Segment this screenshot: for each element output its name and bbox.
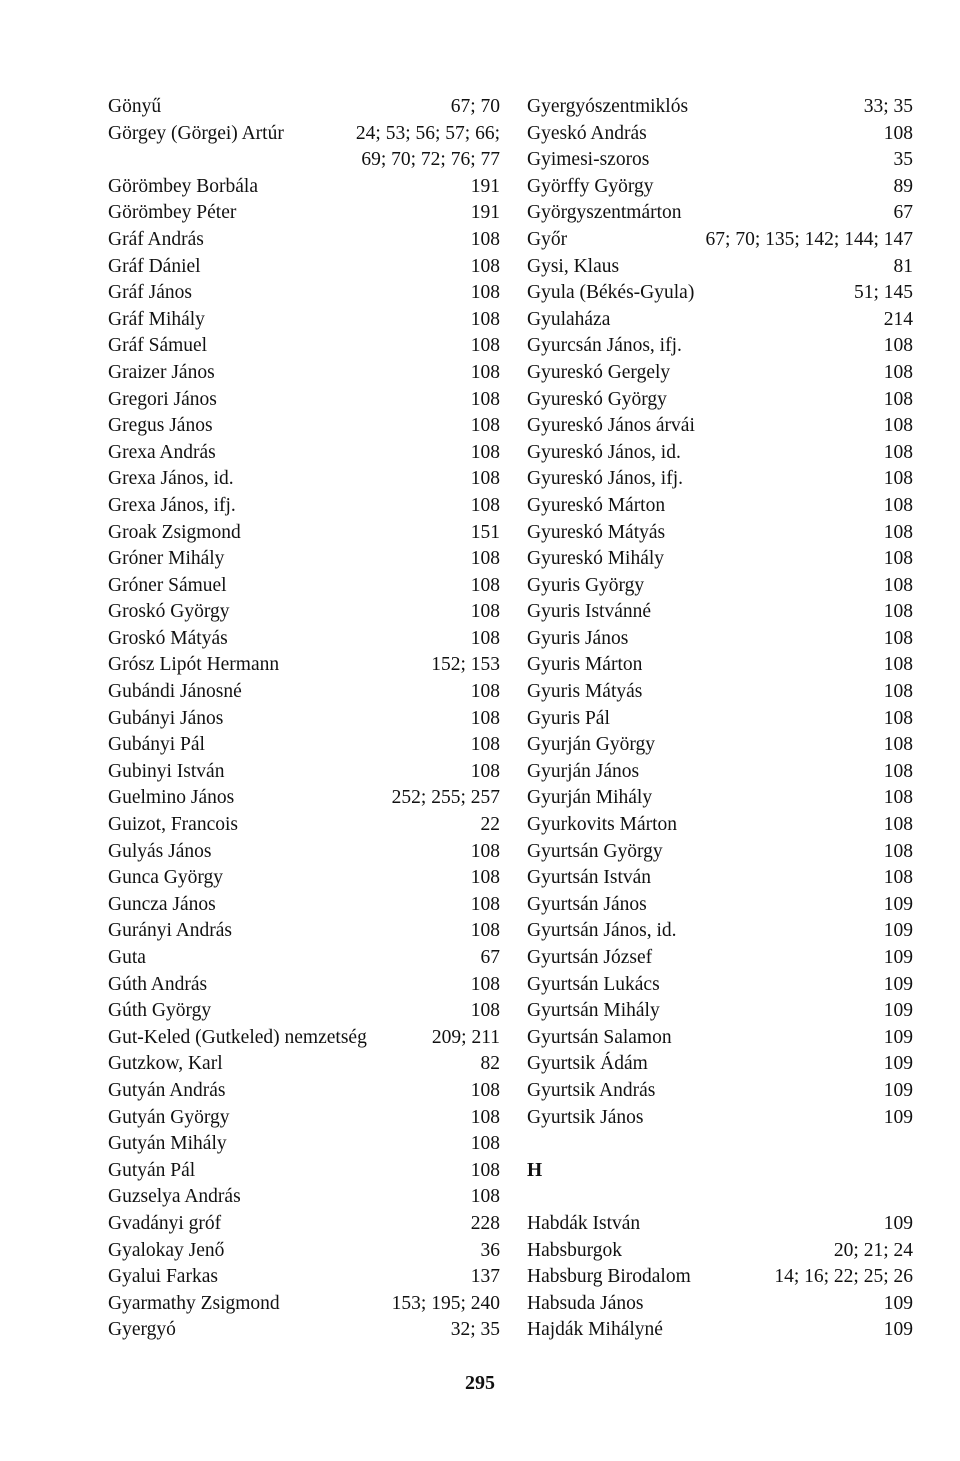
entry-pages: 108	[470, 335, 500, 357]
entry-name: Gregori János	[108, 388, 217, 410]
entry-name: Gyalui Farkas	[108, 1266, 218, 1288]
entry-name: Guncza János	[108, 893, 216, 915]
index-entry-continuation	[108, 147, 500, 174]
index-entry	[108, 466, 500, 493]
index-entry	[527, 174, 913, 201]
entry-pages: 108	[883, 867, 913, 889]
index-entry	[108, 945, 500, 972]
index-entry	[527, 254, 913, 281]
entry-name: Guzselya András	[108, 1186, 241, 1208]
entry-name: Gróner Sámuel	[108, 574, 227, 596]
entry-name: Groak Zsigmond	[108, 521, 241, 543]
entry-name: Gyurcsán János, ifj.	[527, 335, 682, 357]
entry-name: Gyurtsán Salamon	[527, 1026, 672, 1048]
index-entry	[527, 1317, 913, 1344]
entry-name: Gyarmathy Zsigmond	[108, 1292, 280, 1314]
entry-pages: 22	[480, 814, 500, 836]
entry-pages: 108	[883, 601, 913, 623]
index-entry	[108, 732, 500, 759]
index-entry	[108, 1211, 500, 1238]
entry-name: Gyulaháza	[527, 308, 611, 330]
index-entry	[108, 121, 500, 148]
index-entry	[527, 360, 913, 387]
index-entry	[108, 1078, 500, 1105]
index-entry	[108, 918, 500, 945]
entry-pages: 108	[883, 122, 913, 144]
index-entry	[527, 94, 913, 121]
entry-name: Gyuris Márton	[527, 654, 643, 676]
entry-pages: 108	[883, 521, 913, 543]
index-entry	[108, 1264, 500, 1291]
entry-pages: 108	[470, 601, 500, 623]
entry-pages: 67; 70; 135; 142; 144; 147	[705, 228, 913, 250]
entry-name: Gyurtsik János	[527, 1106, 644, 1128]
entry-name: Gyureskó János, ifj.	[527, 468, 683, 490]
entry-name: Guelmino János	[108, 787, 235, 809]
index-entry	[527, 785, 913, 812]
entry-name: Guizot, Francois	[108, 814, 238, 836]
entry-pages: 67	[480, 947, 500, 968]
entry-name: Groskó Mátyás	[108, 627, 228, 649]
entry-pages: 82	[480, 1053, 500, 1075]
entry-pages: 14; 16; 22; 25; 26	[774, 1266, 913, 1288]
entry-pages: 24; 53; 56; 57; 66;	[355, 122, 500, 144]
index-entry	[108, 865, 500, 892]
entry-name: Graizer János	[108, 361, 215, 383]
entry-name: Gráf András	[108, 228, 204, 250]
index-entry	[527, 706, 913, 733]
index-entry	[527, 546, 913, 573]
index-entry	[108, 280, 500, 307]
entry-pages: 109	[883, 1026, 913, 1048]
entry-pages: 67; 70	[450, 96, 500, 117]
section-h-entries	[527, 1211, 913, 1344]
entry-pages: 108	[470, 548, 500, 570]
entry-name: Habsuda János	[527, 1292, 644, 1314]
entry-name: Gyurtsán István	[527, 867, 652, 889]
entry-name: Gyurtsán Lukács	[527, 973, 660, 995]
index-entry	[108, 1317, 500, 1344]
entry-pages: 108	[470, 415, 500, 437]
entry-pages: 108	[470, 681, 500, 703]
index-entry	[527, 466, 913, 493]
index-entry	[108, 1158, 500, 1185]
entry-name: Gubányi Pál	[108, 734, 205, 756]
entry-name: Gönyű	[108, 96, 162, 117]
index-entry	[108, 227, 500, 254]
entry-pages: 108	[470, 282, 500, 304]
entry-name: Hajdák Mihályné	[527, 1319, 663, 1341]
entry-pages: 191	[470, 202, 500, 224]
entry-pages: 108	[470, 734, 500, 756]
index-entry	[108, 626, 500, 653]
entry-pages: 108	[470, 1159, 500, 1181]
entry-pages: 108	[470, 441, 500, 463]
index-entry	[527, 200, 913, 227]
entry-pages: 108	[470, 255, 500, 277]
entry-pages: 109	[883, 973, 913, 995]
index-entry	[108, 1131, 500, 1158]
entry-pages: 108	[470, 867, 500, 889]
index-entry	[527, 759, 913, 786]
entry-pages: 109	[883, 947, 913, 968]
entry-pages: 191	[470, 175, 500, 197]
entry-name: Guta	[108, 947, 146, 968]
index-entry	[108, 307, 500, 334]
index-entry	[527, 280, 913, 307]
entry-pages: 108	[883, 335, 913, 357]
entry-pages: 209; 211	[431, 1026, 500, 1048]
index-entry	[108, 440, 500, 467]
entry-pages: 109	[883, 1079, 913, 1101]
index-entry	[527, 1051, 913, 1078]
entry-name: Gyuris János	[527, 627, 629, 649]
index-right-column	[527, 94, 913, 1344]
entry-pages: 108	[470, 627, 500, 649]
index-entry	[108, 785, 500, 812]
entry-name: Gráf János	[108, 282, 192, 304]
entry-pages: 152; 153	[431, 654, 500, 676]
entry-name: Gyurkovits Márton	[527, 814, 678, 836]
index-entry	[527, 520, 913, 547]
entry-pages: 108	[883, 494, 913, 516]
page-number: 295	[465, 1372, 495, 1394]
index-entry	[527, 998, 913, 1025]
index-entry	[527, 307, 913, 334]
index-entry	[527, 1078, 913, 1105]
entry-pages: 108	[883, 627, 913, 649]
index-entry	[108, 573, 500, 600]
index-entry	[108, 493, 500, 520]
index-entry	[108, 1291, 500, 1318]
index-entry	[108, 94, 500, 121]
entry-name: Gyurtsán György	[527, 840, 663, 862]
entry-name: Gúth András	[108, 973, 208, 995]
entry-pages: 108	[470, 574, 500, 596]
entry-name: Györffy György	[527, 175, 654, 197]
index-entry	[527, 626, 913, 653]
entry-name: Gráf Dániel	[108, 255, 201, 277]
entry-pages: 108	[470, 468, 500, 490]
entry-pages: 137	[470, 1266, 500, 1288]
entry-pages: 108	[883, 707, 913, 729]
entry-pages: 108	[470, 707, 500, 729]
entry-pages: 108	[470, 893, 500, 915]
index-entry	[527, 892, 913, 919]
entry-name: Gutyán György	[108, 1106, 230, 1128]
entry-pages: 108	[883, 787, 913, 809]
entry-name: Gyergyószentmiklós	[527, 96, 689, 117]
entry-pages: 35	[893, 149, 913, 171]
entry-name: Gyureskó Gergely	[527, 361, 671, 383]
entry-name: Gyurján Mihály	[527, 787, 653, 809]
entry-pages: 109	[883, 1053, 913, 1075]
index-entry	[108, 1105, 500, 1132]
index-entry	[527, 227, 913, 254]
entry-pages: 108	[883, 734, 913, 756]
entry-pages: 108	[470, 1133, 500, 1155]
index-entry	[108, 1051, 500, 1078]
index-entry	[108, 839, 500, 866]
index-entry	[108, 1025, 500, 1052]
entry-name: Gyuris Istvánné	[527, 601, 652, 623]
index-entry	[108, 333, 500, 360]
index-entry	[108, 652, 500, 679]
heading-gap	[527, 1184, 913, 1211]
entry-pages: 20; 21; 24	[833, 1239, 913, 1261]
entry-pages: 67	[893, 202, 913, 224]
entry-name: Habsburgok	[527, 1239, 622, 1261]
index-entry	[108, 1184, 500, 1211]
index-entry	[108, 413, 500, 440]
index-entry	[527, 812, 913, 839]
entry-name: Gubányi János	[108, 707, 224, 729]
index-entry	[527, 121, 913, 148]
entry-pages: 108	[470, 1079, 500, 1101]
entry-pages: 214	[883, 308, 913, 330]
index-entry	[108, 759, 500, 786]
index-entry	[527, 865, 913, 892]
entry-name: Görömbey Péter	[108, 202, 237, 224]
entry-name: Gyurján György	[527, 734, 655, 756]
index-entry	[108, 812, 500, 839]
entry-name: Gubinyi István	[108, 760, 225, 782]
index-entry	[108, 679, 500, 706]
entry-pages: 108	[883, 654, 913, 676]
entry-pages: 109	[883, 920, 913, 942]
entry-name: Gyimesi-szoros	[527, 149, 650, 171]
entry-pages: 228	[470, 1212, 500, 1234]
entry-pages: 151	[470, 521, 500, 543]
index-entry	[108, 892, 500, 919]
entry-name: Gurányi András	[108, 920, 233, 942]
index-entry	[108, 972, 500, 999]
index-entry	[527, 945, 913, 972]
index-entry	[527, 1025, 913, 1052]
entry-pages: 109	[883, 1106, 913, 1128]
entry-name: Gyureskó János, id.	[527, 441, 681, 463]
index-entry	[108, 546, 500, 573]
index-entry	[527, 573, 913, 600]
entry-pages: 108	[470, 228, 500, 250]
entry-pages: 108	[883, 840, 913, 862]
entry-pages: 108	[883, 441, 913, 463]
entry-pages: 108	[883, 681, 913, 703]
entry-pages: 252; 255; 257	[391, 787, 500, 809]
right-entries	[527, 94, 913, 1131]
entry-pages: 32; 35	[450, 1319, 500, 1341]
entry-name: Gutyán Mihály	[108, 1133, 227, 1155]
entry-name: Gut-Keled (Gutkeled) nemzetség	[108, 1026, 367, 1048]
entry-pages: 89	[893, 175, 913, 197]
index-entry	[527, 839, 913, 866]
index-entry	[108, 520, 500, 547]
index-left-column	[108, 94, 500, 1344]
entry-name: Gysi, Klaus	[527, 255, 620, 277]
entry-name: Gyula (Békés-Gyula)	[527, 282, 695, 304]
index-entry	[108, 998, 500, 1025]
entry-pages: 109	[883, 1319, 913, 1341]
index-entry	[527, 679, 913, 706]
index-entry	[108, 174, 500, 201]
entry-pages: 108	[883, 415, 913, 437]
entry-name: Gyurtsán János, id.	[527, 920, 677, 942]
entry-pages: 108	[470, 308, 500, 330]
entry-name: Gráf Sámuel	[108, 335, 208, 357]
entry-name: Gyureskó Mátyás	[527, 521, 666, 543]
entry-pages: 108	[470, 361, 500, 383]
index-entry	[108, 360, 500, 387]
entry-pages: 33; 35	[863, 96, 913, 117]
index-entry	[108, 254, 500, 281]
entry-pages: 81	[893, 255, 913, 277]
index-entry	[527, 333, 913, 360]
entry-name: Görömbey Borbála	[108, 175, 259, 197]
entry-pages: 109	[883, 1000, 913, 1022]
entry-name: Gvadányi gróf	[108, 1212, 222, 1234]
entry-name: Gyureskó Márton	[527, 494, 666, 516]
entry-name: Gráf Mihály	[108, 308, 205, 330]
entry-pages: 108	[883, 468, 913, 490]
index-entry	[527, 918, 913, 945]
entry-pages: 153; 195; 240	[391, 1292, 500, 1314]
entry-name: Gyuris Mátyás	[527, 681, 643, 703]
entry-pages: 108	[470, 973, 500, 995]
index-entry	[527, 147, 913, 174]
entry-name: Gyalokay Jenő	[108, 1239, 225, 1261]
entry-name: Habsburg Birodalom	[527, 1266, 691, 1288]
index-entry	[108, 387, 500, 414]
entry-pages: 69; 70; 72; 76; 77	[361, 149, 500, 171]
entry-name: Gunca György	[108, 867, 223, 889]
entry-pages: 109	[883, 893, 913, 915]
entry-name: Gutyán András	[108, 1079, 226, 1101]
entry-name: Gulyás János	[108, 840, 212, 862]
entry-pages: 108	[470, 494, 500, 516]
index-entry	[108, 599, 500, 626]
index-entry	[527, 1264, 913, 1291]
entry-pages: 108	[470, 1106, 500, 1128]
entry-name: Gyuris György	[527, 574, 645, 596]
entry-name: Groskó György	[108, 601, 230, 623]
index-entry	[108, 706, 500, 733]
index-entry	[527, 599, 913, 626]
entry-name: Gróner Mihály	[108, 548, 225, 570]
entry-name: Gregus János	[108, 415, 213, 437]
entry-name: Gúth György	[108, 1000, 212, 1022]
entry-name: Gyurtsik András	[527, 1079, 656, 1101]
index-entry	[527, 1238, 913, 1265]
index-entry	[527, 732, 913, 759]
index-entry	[527, 413, 913, 440]
entry-name: Grexa András	[108, 441, 216, 463]
entry-name: Grexa János, ifj.	[108, 494, 236, 516]
entry-name: Gutzkow, Karl	[108, 1053, 223, 1075]
entry-name: Gyurtsán József	[527, 947, 653, 968]
index-entry	[527, 1291, 913, 1318]
entry-name: Gyurtsán Mihály	[527, 1000, 660, 1022]
entry-pages: 108	[883, 574, 913, 596]
entry-pages: 109	[883, 1212, 913, 1234]
entry-pages: 108	[883, 760, 913, 782]
entry-name: Görgey (Görgei) Artúr	[108, 122, 284, 144]
index-entry	[527, 387, 913, 414]
entry-name: Gyurján János	[527, 760, 640, 782]
index-entry	[527, 972, 913, 999]
entry-name: Gyuris Pál	[527, 707, 610, 729]
entry-pages: 108	[470, 840, 500, 862]
index-entry	[108, 1238, 500, 1265]
entry-pages: 51; 145	[853, 282, 913, 304]
entry-pages: 109	[883, 1292, 913, 1314]
entry-name: Habdák István	[527, 1212, 641, 1234]
entry-pages: 108	[883, 361, 913, 383]
entry-name: Györgyszentmárton	[527, 202, 682, 224]
entry-pages: 108	[883, 548, 913, 570]
index-entry	[527, 440, 913, 467]
index-entry	[527, 1211, 913, 1238]
index-entry	[527, 652, 913, 679]
index-entry	[527, 1105, 913, 1132]
entry-pages: 108	[883, 814, 913, 836]
index-entry	[527, 493, 913, 520]
entry-name: Gyureskó Mihály	[527, 548, 665, 570]
entry-pages: 108	[883, 388, 913, 410]
entry-pages: 36	[480, 1239, 500, 1261]
entry-name: Győr	[527, 228, 568, 250]
entry-name: Gyureskó János árvái	[527, 415, 695, 437]
entry-name: Gyurtsán János	[527, 893, 647, 915]
entry-name: Gyergyó	[108, 1319, 176, 1341]
entry-name: Gyureskó György	[527, 388, 667, 410]
entry-name: Gubándi Jánosné	[108, 681, 242, 703]
section-heading-h: H	[527, 1159, 543, 1181]
entry-name: Gyurtsik Ádám	[527, 1053, 648, 1075]
entry-pages: 108	[470, 760, 500, 782]
entry-name: Gyeskó András	[527, 122, 647, 144]
entry-name: Grexa János, id.	[108, 468, 234, 490]
index-entry	[108, 200, 500, 227]
entry-pages: 108	[470, 920, 500, 942]
entry-name: Grósz Lipót Hermann	[108, 654, 280, 676]
entry-pages: 108	[470, 1000, 500, 1022]
entry-pages: 108	[470, 1186, 500, 1208]
entry-pages: 108	[470, 388, 500, 410]
entry-name: Gutyán Pál	[108, 1159, 196, 1181]
